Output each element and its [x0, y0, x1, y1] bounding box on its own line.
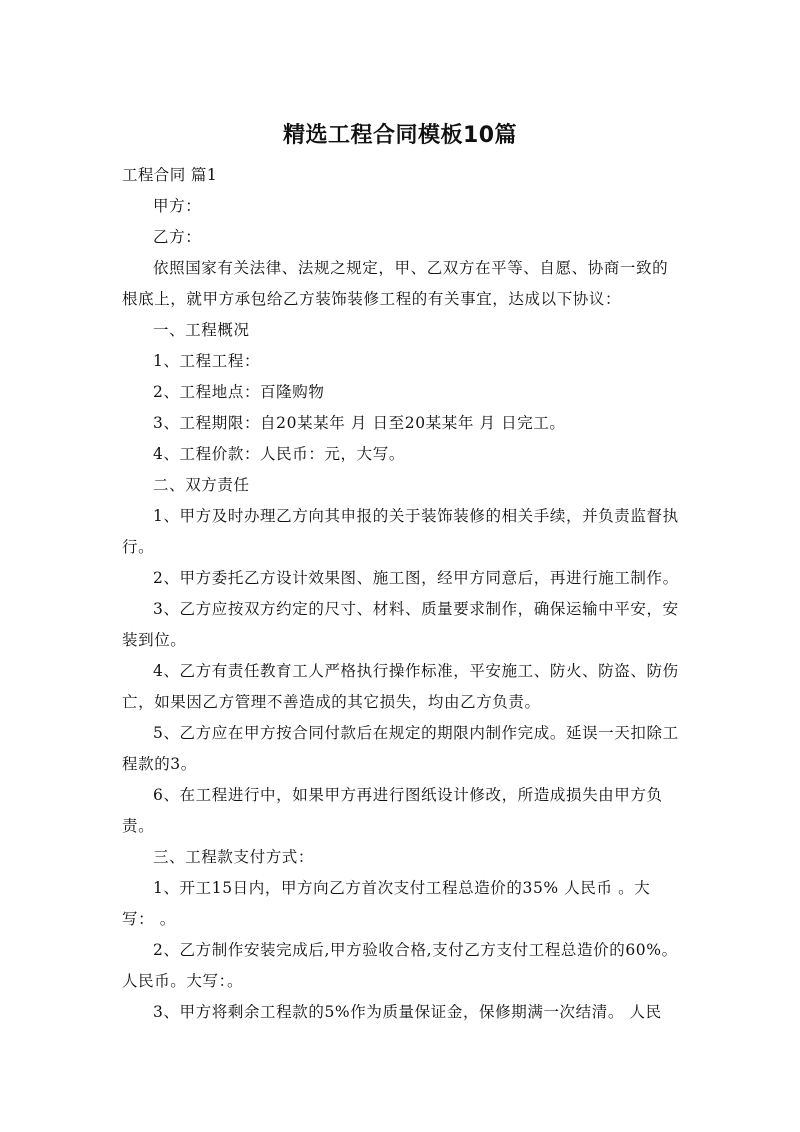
document-title: 精选工程合同模板10篇: [282, 123, 518, 148]
clause-2-3-line-2: 装到位。: [122, 631, 187, 649]
clause-3-1-line-1: 1、开工15日内，甲方向乙方首次支付工程总造价的35% 人民币 。大: [153, 879, 651, 897]
clause-3-3-line-1: 3、甲方将剩余工程款的5%作为质量保证金，保修期满一次结清。 人民: [153, 1003, 662, 1021]
section-2-heading: 二、双方责任: [153, 476, 250, 494]
clause-2-5-line-1: 5、乙方应在甲方按合同付款后在规定的期限内制作完成。延误一天扣除工: [153, 724, 679, 742]
clause-2-6-line-1: 6、在工程进行中，如果甲方再进行图纸设计修改，所造成损失由甲方负: [153, 786, 663, 804]
clause-2-4-line-1: 4、乙方有责任教育工人严格执行操作标准，平安施工、防火、防盗、防伤: [153, 662, 679, 680]
clause-1-4: 4、工程价款：人民币：元，大写。: [153, 445, 405, 463]
clause-2-4-line-2: 亡，如果因乙方管理不善造成的其它损失，均由乙方负责。: [122, 693, 541, 711]
document-body: [122, 160, 682, 1028]
party-b-line: 乙方：: [153, 228, 202, 246]
clause-2-1-line-2: 行。: [122, 538, 155, 556]
preamble-line-1: 依照国家有关法律、法规之规定，甲、乙双方在平等、自愿、协商一致的: [153, 259, 669, 277]
clause-3-2-line-2: 人民币。大写：。: [122, 972, 244, 990]
section-heading: 工程合同 篇1: [122, 166, 218, 184]
clause-2-3-line-1: 3、乙方应按双方约定的尺寸、材料、质量要求制作，确保运输中平安，安: [153, 600, 679, 618]
clause-2-2: 2、甲方委托乙方设计效果图、施工图，经甲方同意后，再进行施工制作。: [153, 569, 679, 587]
clause-2-6-line-2: 责。: [122, 817, 155, 835]
clause-1-2: 2、工程地点：百隆购物: [153, 383, 325, 401]
clause-2-5-line-2: 程款的3。: [122, 755, 197, 773]
clause-2-1-line-1: 1、甲方及时办理乙方向其申报的关于装饰装修的相关手续，并负责监督执: [153, 507, 679, 525]
clause-3-1-line-2: 写： 。: [122, 910, 176, 928]
party-a-line: 甲方：: [153, 197, 202, 215]
section-3-heading: 三、工程款支付方式：: [153, 848, 315, 866]
clause-1-3: 3、工程期限：自20某某年 月 日至20某某年 月 日完工。: [153, 414, 566, 432]
clause-1-1: 1、工程工程：: [153, 352, 261, 370]
clause-3-2-line-1: 2、乙方制作安装完成后,甲方验收合格,支付乙方支付工程总造价的60%。: [153, 941, 678, 959]
section-1-heading: 一、工程概况: [153, 321, 250, 339]
preamble-line-2: 根底上，就甲方承包给乙方装饰装修工程的有关事宜，达成以下协议：: [122, 290, 622, 308]
